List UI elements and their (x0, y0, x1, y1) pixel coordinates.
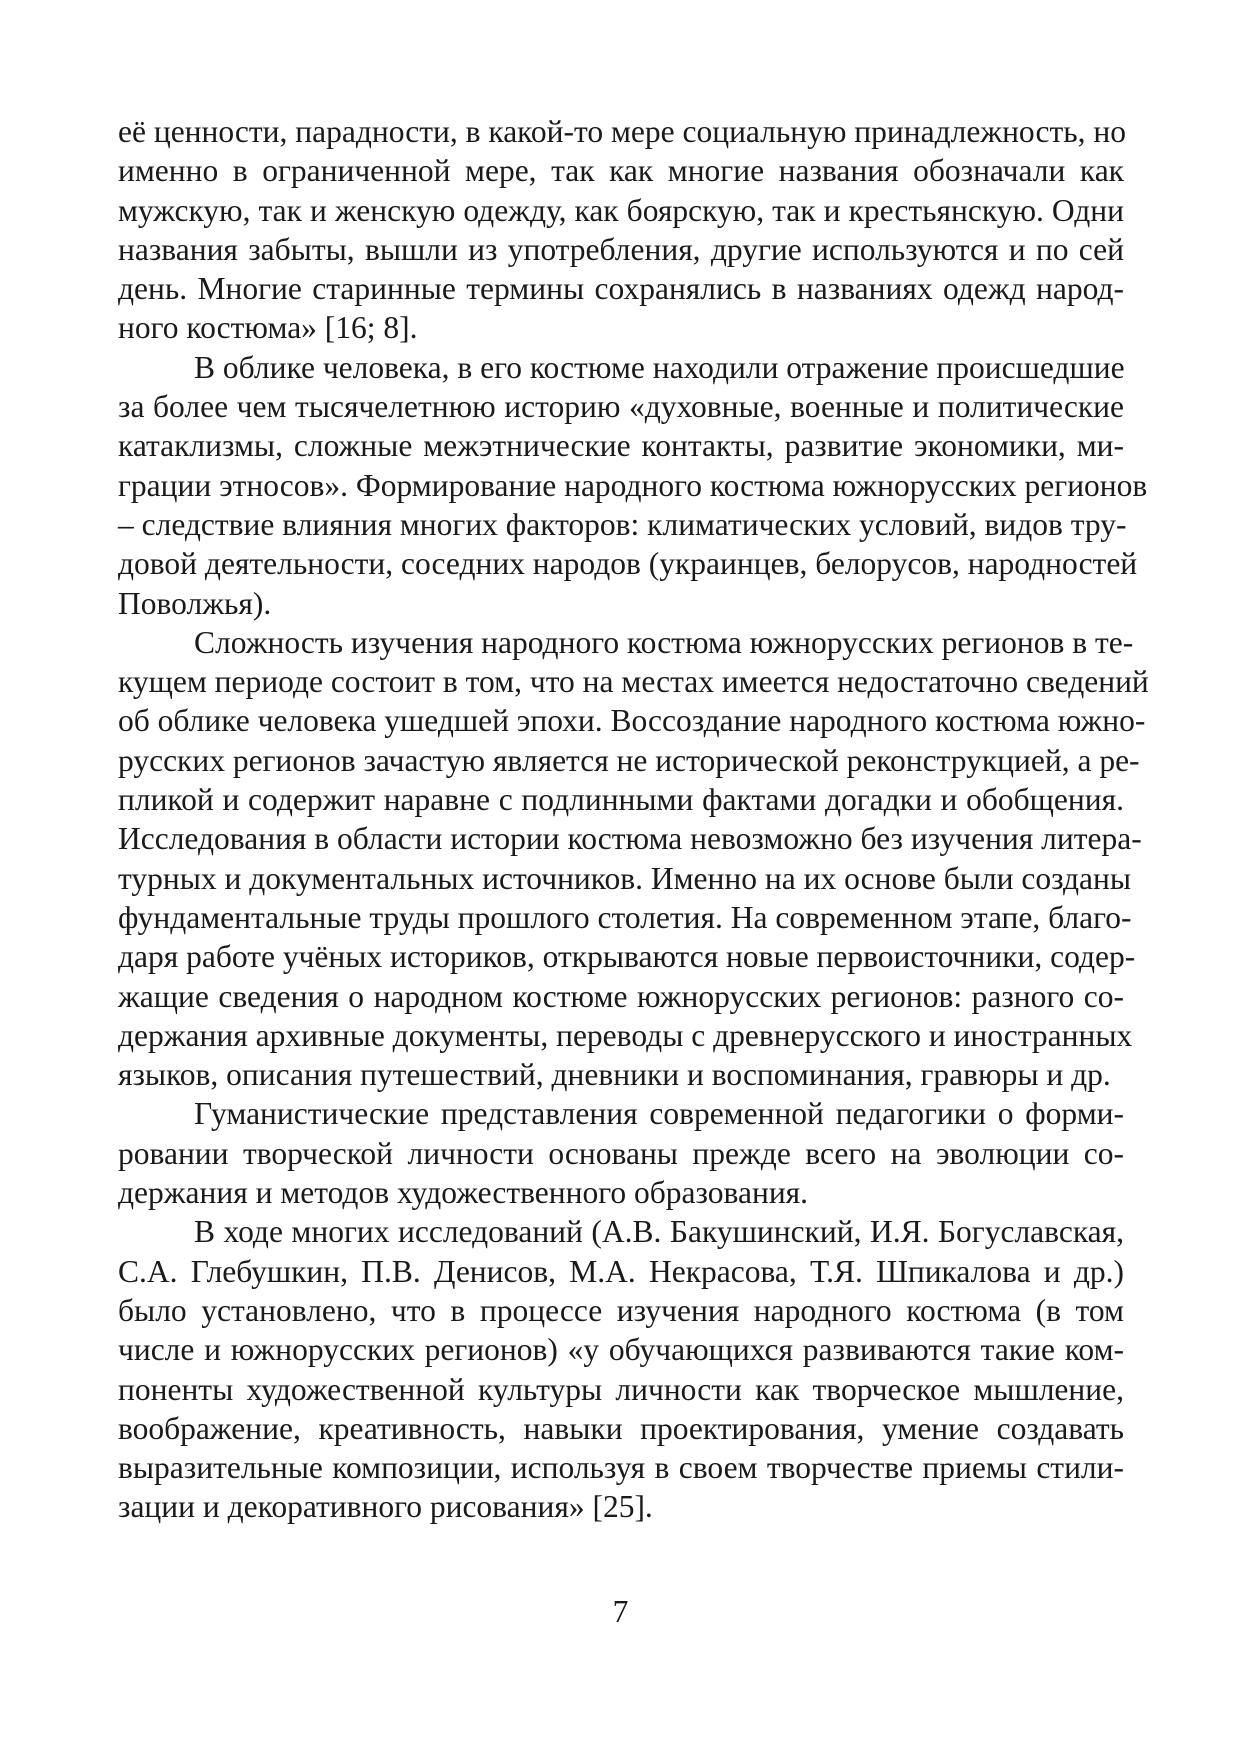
text-line: названия забыты, вышли из употребления, другие используются и по сей (118, 231, 1124, 267)
text-line: катаклизмы, сложные межэтнические контакты, развитие экономики, ми- (118, 428, 1124, 464)
text-line: именно в ограниченной мере, так как многие названия обозначали как (118, 153, 1124, 189)
text-line: кущем периоде состоит в том, что на местах имеется недостаточно сведений (118, 664, 1149, 700)
text-line: воображение, креативность, навыки проектирования, умение создавать (118, 1410, 1124, 1446)
text-line: турных и документальных источников. Именно на их основе были созданы (118, 860, 1132, 896)
paragraph (118, 1094, 1124, 1212)
text-line: – следствие влияния многих факторов: климатических условий, видов тру- (118, 506, 1127, 542)
paragraph (118, 348, 1148, 623)
text-line: В облике человека, в его костюме находили отражение происшедшие (194, 349, 1125, 385)
text-line: В ходе многих исследований (А.В. Бакушинский, И.Я. Богуславская, (194, 1214, 1124, 1250)
text-line: день. Многие старинные термины сохранялись в названиях одежд народ- (118, 271, 1124, 307)
paragraph (118, 623, 1149, 1095)
text-line: Поволжья). (118, 585, 272, 621)
text-line: ровании творческой личности основаны прежде всего на эволюции со- (118, 1135, 1124, 1171)
text-line: держания и методов художественного образования. (118, 1175, 809, 1211)
text-line: довой деятельности, соседних народов (украинцев, белорусов, народностей (118, 546, 1138, 582)
text-line: Исследования в области истории костюма невозможно без изучения литера- (118, 821, 1142, 857)
text-line: зации и декоративного рисования» [25]. (118, 1489, 653, 1525)
text-line: грации этносов». Формирование народного костюма южнорусских регионов (118, 467, 1148, 503)
text-line: мужскую, так и женскую одежду, как боярскую, так и крестьянскую. Одни (118, 192, 1124, 228)
text-line: поненты художественной культуры личности как творческое мышление, (118, 1371, 1124, 1407)
text-line: выразительные композиции, используя в своем творчестве приемы стили- (118, 1450, 1124, 1486)
document-body (118, 112, 1149, 1527)
text-line: было установлено, что в процессе изучения народного костюма (в том (118, 1292, 1124, 1328)
text-line: жащие сведения о народном костюме южнорусских регионов: разного со- (118, 978, 1124, 1014)
text-line: ного костюма» [16; 8]. (118, 310, 418, 346)
text-line: держания архивные документы, переводы с древнерусского и иностранных (118, 1017, 1133, 1053)
text-line: русских регионов зачастую является не исторической реконструкцией, а ре- (118, 742, 1140, 778)
paragraph (118, 112, 1124, 348)
text-line: за более чем тысячелетнюю историю «духовные, военные и политические (118, 389, 1124, 425)
text-line: числе и южнорусских регионов) «у обучающихся развиваются такие ком- (118, 1332, 1124, 1368)
text-line: об облике человека ушедшей эпохи. Воссоздание народного костюма южно- (118, 703, 1146, 739)
text-line: её ценности, парадности, в какой-то мере социальную принадлежность, но (118, 114, 1126, 149)
text-line: Сложность изучения народного костюма южнорусских регионов в те- (194, 624, 1134, 660)
text-line: С.А. Глебушкин, П.В. Денисов, М.А. Некрасова, Т.Я. Шпикалова и др.) (118, 1253, 1124, 1289)
paragraph (118, 1212, 1124, 1526)
text-line: Гуманистические представления современной педагогики о форми- (194, 1096, 1124, 1132)
page-number: 7 (612, 1594, 629, 1629)
text-line: языков, описания путешествий, дневники и воспоминания, гравюры и др. (118, 1057, 1111, 1093)
text-line: пликой и содержит наравне с подлинными фактами догадки и обобщения. (118, 782, 1124, 818)
text-line: даря работе учёных историков, открываются новые первоисточники, содер- (118, 939, 1136, 975)
text-line: фундаментальные труды прошлого столетия. На современном этапе, благо- (118, 899, 1132, 935)
